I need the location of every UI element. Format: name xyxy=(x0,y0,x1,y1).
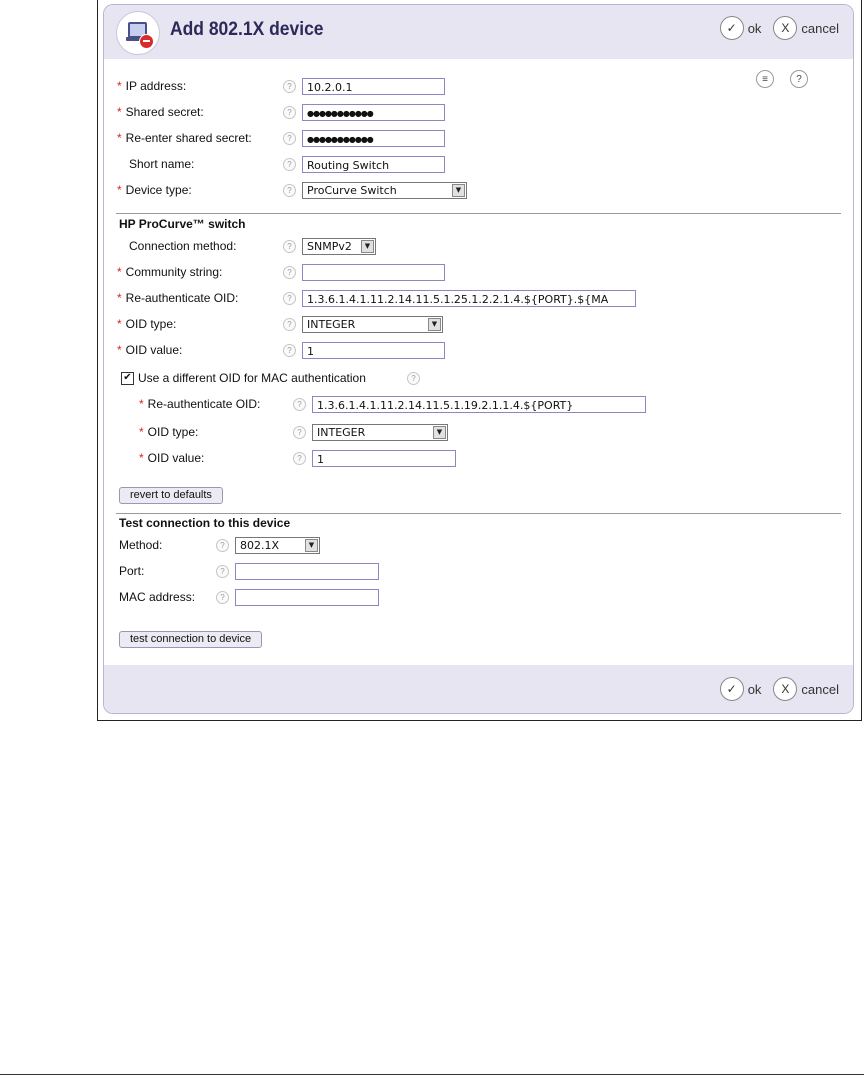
checkmark-icon: ✓ xyxy=(720,677,744,701)
required-icon: * xyxy=(117,317,122,331)
dialog-footer xyxy=(104,665,853,713)
short-name-input[interactable]: Routing Switch xyxy=(302,156,445,173)
checkmark-icon: ✓ xyxy=(720,16,744,40)
help-icon[interactable]: ? xyxy=(283,132,296,145)
cancel-button[interactable] xyxy=(773,16,839,40)
chevron-down-icon: ▼ xyxy=(361,240,374,253)
short-name-label: Short name: xyxy=(129,157,195,171)
help-icon[interactable]: ? xyxy=(283,184,296,197)
mac-oid-type-value: INTEGER xyxy=(317,426,366,439)
page-bottom-rule xyxy=(0,1074,864,1075)
device-type-label: Device type: xyxy=(125,183,192,197)
add-device-dialog xyxy=(103,4,854,714)
reenter-secret-input[interactable]: ●●●●●●●●●●● xyxy=(302,130,445,147)
reenter-secret-row xyxy=(117,128,252,148)
shared-secret-label: Shared secret: xyxy=(125,105,204,119)
cancel-button[interactable] xyxy=(773,677,839,701)
revert-to-defaults-button[interactable]: revert to defaults xyxy=(119,487,223,504)
connection-method-select[interactable] xyxy=(302,238,376,255)
required-icon: * xyxy=(139,397,144,411)
cancel-label: cancel xyxy=(801,20,839,36)
ok-label: ok xyxy=(747,20,762,36)
method-select[interactable] xyxy=(235,537,320,554)
dialog-title: Add 802.1X device xyxy=(170,19,324,40)
divider xyxy=(116,213,841,214)
mac-reauth-oid-input[interactable]: 1.3.6.1.4.1.11.2.14.11.5.1.19.2.1.1.4.${PORT} xyxy=(312,396,646,413)
required-icon: * xyxy=(117,79,122,93)
screenshot-frame xyxy=(97,0,862,721)
help-icon[interactable]: ? xyxy=(790,70,808,88)
ip-address-label: IP address: xyxy=(125,79,187,93)
required-icon: * xyxy=(117,131,122,145)
mac-oid-value-label: OID value: xyxy=(147,451,205,465)
oid-value-input[interactable]: 1 xyxy=(302,342,445,359)
help-icon[interactable]: ? xyxy=(283,318,296,331)
help-icon[interactable]: ? xyxy=(283,240,296,253)
required-icon: * xyxy=(139,451,144,465)
oid-type-row xyxy=(117,314,176,334)
mac-oid-type-label: OID type: xyxy=(147,425,199,439)
required-icon: * xyxy=(117,183,122,197)
help-icon[interactable]: ? xyxy=(283,344,296,357)
mac-oid-type-row xyxy=(139,422,198,442)
ok-label: ok xyxy=(747,681,762,697)
ip-address-input[interactable]: 10.2.0.1 xyxy=(302,78,445,95)
oid-type-select[interactable] xyxy=(302,316,443,333)
shared-secret-row xyxy=(117,102,204,122)
community-string-input[interactable] xyxy=(302,264,445,281)
oid-value-row xyxy=(117,340,182,360)
port-label: Port: xyxy=(119,564,145,578)
help-icon[interactable]: ? xyxy=(216,591,229,604)
mac-oid-value-row xyxy=(139,448,204,468)
required-icon: * xyxy=(117,343,122,357)
test-connection-heading: Test connection to this device xyxy=(119,516,291,530)
list-icon[interactable]: ≡ xyxy=(756,70,774,88)
divider xyxy=(116,513,841,514)
dialog-header xyxy=(104,5,853,59)
mac-oid-checkbox-label: Use a different OID for MAC authentication xyxy=(138,371,366,385)
test-connection-button[interactable]: test connection to device xyxy=(119,631,262,648)
help-icon[interactable]: ? xyxy=(283,292,296,305)
help-icon[interactable]: ? xyxy=(293,426,306,439)
required-icon: * xyxy=(117,291,122,305)
method-label: Method: xyxy=(119,538,163,552)
ok-button[interactable] xyxy=(720,677,762,701)
help-icon[interactable]: ? xyxy=(283,158,296,171)
help-icon[interactable]: ? xyxy=(407,372,420,385)
cancel-label: cancel xyxy=(801,681,839,697)
network-device-icon xyxy=(116,11,160,55)
mac-reauth-oid-row xyxy=(139,394,260,414)
shared-secret-input[interactable]: ●●●●●●●●●●● xyxy=(302,104,445,121)
close-icon: X xyxy=(773,677,797,701)
chevron-down-icon: ▼ xyxy=(305,539,318,552)
help-icon[interactable]: ? xyxy=(283,80,296,93)
device-type-value: ProCurve Switch xyxy=(307,184,397,197)
help-icon[interactable]: ? xyxy=(293,452,306,465)
required-icon: * xyxy=(117,105,122,119)
reenter-secret-label: Re-enter shared secret: xyxy=(125,131,252,145)
oid-type-value: INTEGER xyxy=(307,318,356,331)
required-icon: * xyxy=(117,265,122,279)
ok-button[interactable] xyxy=(720,16,762,40)
required-icon: * xyxy=(139,425,144,439)
community-string-label: Community string: xyxy=(125,265,223,279)
community-string-row xyxy=(117,262,222,282)
connection-method-value: SNMPv2 xyxy=(307,240,352,253)
chevron-down-icon: ▼ xyxy=(428,318,441,331)
chevron-down-icon: ▼ xyxy=(452,184,465,197)
mac-address-input[interactable] xyxy=(235,589,379,606)
reauth-oid-row xyxy=(117,288,238,308)
oid-type-label: OID type: xyxy=(125,317,177,331)
help-icon[interactable]: ? xyxy=(216,565,229,578)
device-type-row xyxy=(117,180,192,200)
mac-reauth-oid-label: Re-authenticate OID: xyxy=(147,397,261,411)
help-icon[interactable]: ? xyxy=(283,266,296,279)
help-icon[interactable]: ? xyxy=(216,539,229,552)
device-type-select[interactable] xyxy=(302,182,467,199)
reauth-oid-label: Re-authenticate OID: xyxy=(125,291,239,305)
mac-oid-type-select[interactable] xyxy=(312,424,448,441)
help-icon[interactable]: ? xyxy=(293,398,306,411)
port-input[interactable] xyxy=(235,563,379,580)
connection-method-label: Connection method: xyxy=(129,239,237,253)
mac-oid-checkbox[interactable]: ✔ xyxy=(121,372,134,385)
chevron-down-icon: ▼ xyxy=(433,426,446,439)
mac-oid-value-input[interactable]: 1 xyxy=(312,450,456,467)
mac-address-label: MAC address: xyxy=(119,590,196,604)
oid-value-label: OID value: xyxy=(125,343,183,357)
method-value: 802.1X xyxy=(240,539,280,552)
procurve-heading: HP ProCurve™ switch xyxy=(119,217,246,231)
reauth-oid-input[interactable]: 1.3.6.1.4.1.11.2.14.11.5.1.25.1.2.2.1.4.${PORT}.${MA xyxy=(302,290,636,307)
close-icon: X xyxy=(773,16,797,40)
help-icon[interactable]: ? xyxy=(283,106,296,119)
ip-address-row xyxy=(117,76,186,96)
